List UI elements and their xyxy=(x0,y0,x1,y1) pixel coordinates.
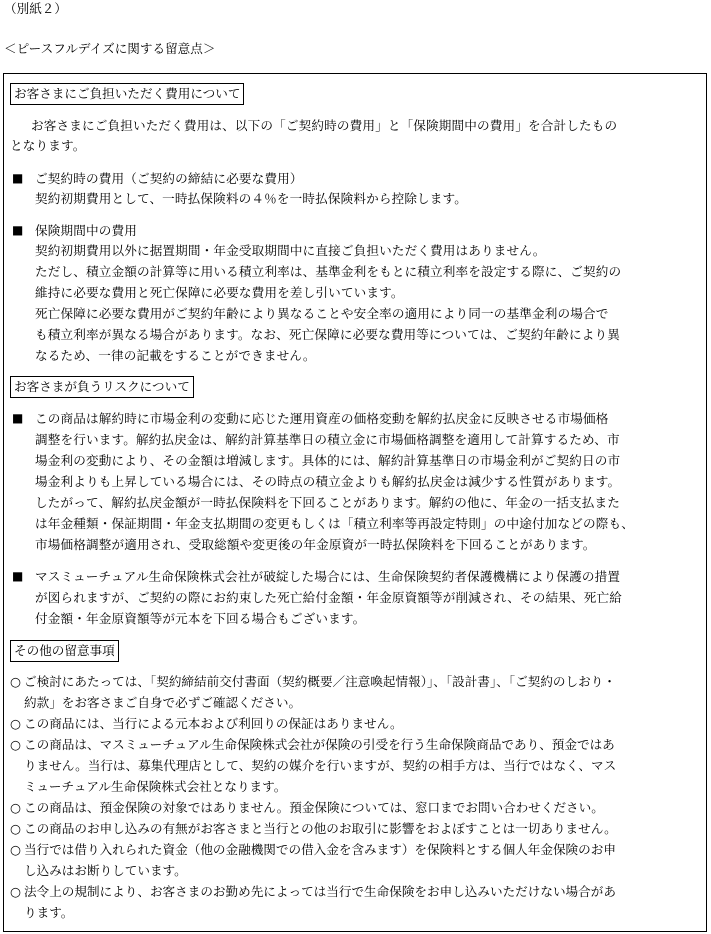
square-bullet-icon: ■ xyxy=(12,569,24,583)
other-item-line: し込みはお断りしています。 xyxy=(24,863,187,878)
risk-item-line: マスミューチュアル生命保険株式会社が破綻した場合には、生命保険契約者保護機構により保護の措置 xyxy=(35,569,621,584)
contract-cost-title: ご契約時の費用（ご契約の締結に必要な費用） xyxy=(35,171,303,186)
costs-intro-line: お客さまにご負担いただく費用は、以下の「ご契約時の費用」と「保険期間中の費用」を合計したもの xyxy=(31,118,618,133)
circle-bullet-icon: ○ xyxy=(10,716,21,731)
risk-item-line: 市場価格調整が適用され、受取総額や変更後の年金原資が一時払保険料を下回ることがあります。 xyxy=(35,537,596,552)
square-bullet-icon: ■ xyxy=(12,223,24,237)
other-item-line: 法令上の規制により、お客さまのお勤め先によっては当行で生命保険をお申し込みいただけない場合があ xyxy=(24,884,616,899)
other-item-line: この商品は、預金保険の対象ではありません。預金保険については、窓口までお問い合わせください。 xyxy=(24,800,604,815)
period-cost-line: 死亡保障に必要な費用がご契約年齢により異なることや安全率の適用により同一の基準金利の場合で xyxy=(35,306,609,321)
other-item-line: ります。 xyxy=(24,905,74,920)
notes-frame xyxy=(3,73,707,932)
risk-item-line: 場金利の変動により、その金額は増減します。具体的には、解約計算基準日の市場金利がご契約日の市 xyxy=(35,453,621,468)
other-item-line: 当行では借り入れられた資金（他の金融機関での借入金を含みます）を保険料とする個人年金保険のお申 xyxy=(24,842,616,857)
circle-bullet-icon: ○ xyxy=(10,737,21,752)
period-cost-line: なるため、一律の記載をすることができません。 xyxy=(35,348,316,363)
circle-bullet-icon: ○ xyxy=(10,674,21,689)
other-item-line: ミューチュアル生命保険株式会社となります。 xyxy=(24,779,287,794)
other-section-heading: その他の留意事項 xyxy=(10,640,119,662)
circle-bullet-icon: ○ xyxy=(10,821,21,836)
other-item-line: ご検討にあたっては、「契約締結前交付書面（契約概要／注意喚起情報）」、「設計書」、「ご契約のしおり・ xyxy=(24,674,616,689)
other-item-line: 約款」をお客さまご自身で必ずご確認ください。 xyxy=(24,695,302,710)
circle-bullet-icon: ○ xyxy=(10,800,21,815)
risk-item-line: 場金利よりも上昇している場合には、その時点の積立金よりも解約払戻金は減少する性質があります。 xyxy=(35,474,621,489)
circle-bullet-icon: ○ xyxy=(10,884,21,899)
risk-item-line: したがって、解約払戻金額が一時払保険料を下回ることがあります。解約の他に、年金の一括支払また xyxy=(35,495,620,510)
period-cost-line: も積立利率が異なる場合があります。なお、死亡保障に必要な費用等については、ご契約年齢により異 xyxy=(35,327,620,342)
risk-item-line: は年金種類・保証期間・年金支払期間の変更もしくは「積立利率等再設定特則」の中途付加などの際も、 xyxy=(35,516,634,531)
period-cost-line: ただし、積立金額の計算等に用いる積立利率は、基準金利をもとに積立利率を設定する際に、ご契約の xyxy=(35,264,622,279)
attachment-label: （別紙２） xyxy=(4,1,67,16)
other-item-line: この商品のお申し込みの有無がお客さまと当行との他のお取引に影響をおよぼすことは一切ありません。 xyxy=(24,821,617,836)
document-title: ＜ピースフルデイズに関する留意点＞ xyxy=(4,41,216,56)
risk-item-line: 調整を行います。解約払戻金は、解約計算基準日の積立金に市場価格調整を適用して計算するため、市 xyxy=(35,432,620,447)
other-item-line: この商品には、当行による元本および利回りの保証はありません。 xyxy=(24,716,403,731)
risk-item-line: この商品は解約時に市場金利の変動に応じた運用資産の価格変動を解約払戻金に反映させる市場価格 xyxy=(35,411,609,426)
period-cost-line: 契約初期費用以外に据置期間・年金受取期間中に直接ご負担いただく費用はありません。 xyxy=(35,243,546,258)
risks-section-heading: お客さまが負うリスクについて xyxy=(10,376,194,398)
costs-section-heading: お客さまにご負担いただく費用について xyxy=(10,83,244,105)
period-cost-line: 維持に必要な費用と死亡保障に必要な費用を差し引いています。 xyxy=(35,285,404,300)
square-bullet-icon: ■ xyxy=(12,171,24,185)
contract-cost-line: 契約初期費用として、一時払保険料の４％を一時払保険料から控除します。 xyxy=(35,191,468,206)
risk-item-line: 付金額・年金原資額等が元本を下回る場合もございます。 xyxy=(35,611,366,626)
costs-intro-line: となります。 xyxy=(10,138,86,153)
other-item-line: この商品は、マスミューチュアル生命保険株式会社が保険の引受を行う生命保険商品であり、預金ではあ xyxy=(24,737,615,752)
circle-bullet-icon: ○ xyxy=(10,842,21,857)
other-item-line: りません。当行は、募集代理店として、契約の媒介を行いますが、契約の相手方は、当行ではなく、マス xyxy=(24,758,617,773)
period-cost-title: 保険期間中の費用 xyxy=(35,223,137,238)
square-bullet-icon: ■ xyxy=(12,411,24,425)
risk-item-line: が図られますが、ご契約の際にお約束した死亡給付金額・年金原資額等が削減され、その結果、死亡給 xyxy=(35,590,622,605)
